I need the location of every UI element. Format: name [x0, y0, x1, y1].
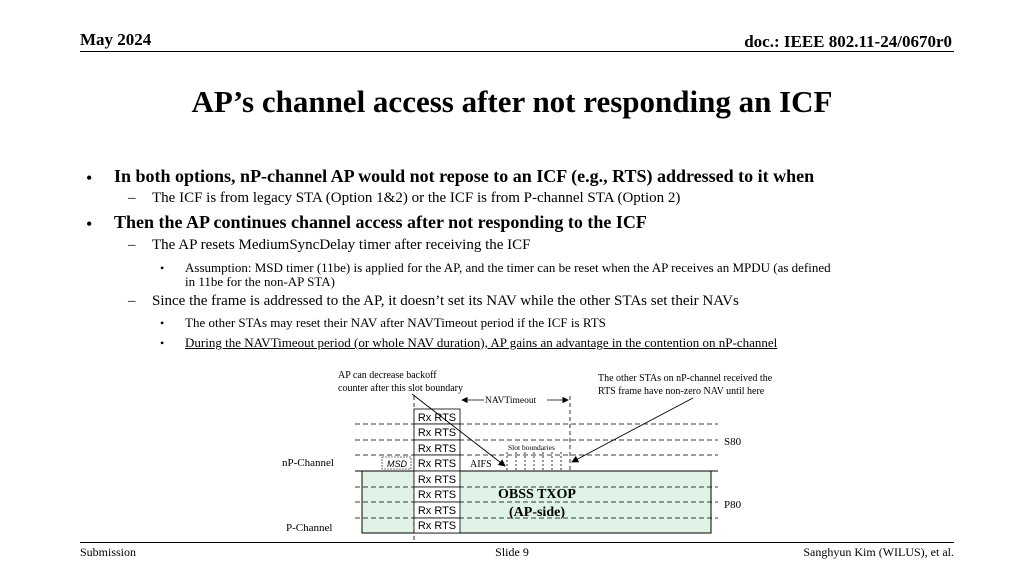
- dash-marker: –: [128, 293, 136, 309]
- slide-title: AP’s channel access after not responding an ICF: [191, 84, 833, 119]
- note-right-line2: RTS frame have non-zero NAV until here: [598, 386, 765, 397]
- bullet-1: In both options, nP-channel AP would not repose to an ICF (e.g., RTS) addressed to it when: [114, 166, 815, 186]
- dot-marker: •: [160, 336, 165, 350]
- np-channel-label: nP-Channel: [282, 457, 334, 469]
- p-channel-label: P-Channel: [286, 522, 333, 534]
- obss-txop-label: OBSS TXOP: [498, 487, 576, 502]
- rx-rts-label: Rx RTS: [417, 412, 457, 424]
- note-right-line1: The other STAs on nP-channel received the: [598, 373, 773, 384]
- note-left-line2: counter after this slot boundary: [338, 383, 463, 394]
- rx-rts-label: Rx RTS: [417, 427, 457, 439]
- nav-arrow: [572, 398, 693, 462]
- bullet-2-1-1-line2: in 11be for the non-AP STA): [185, 274, 336, 289]
- bullet-2-2-2: During the NAVTimeout period (or whole NAV duration), AP gains an advantage in the contention on nP-channel: [185, 335, 778, 350]
- bullet-2-2: Since the frame is addressed to the AP, it doesn’t set its NAV while the other STAs set their NAVs: [152, 293, 739, 309]
- footer-rule: [80, 542, 954, 543]
- rx-rts-label: Rx RTS: [417, 443, 457, 455]
- bullet-marker: •: [86, 168, 93, 188]
- footer-slide-number: Slide 9: [495, 545, 529, 559]
- p80-label: P80: [724, 499, 742, 511]
- note-left-line1: AP can decrease backoff: [338, 370, 437, 381]
- footer-submission: Submission: [80, 545, 137, 559]
- bullet-2-1-1-line1: Assumption: MSD timer (11be) is applied for the AP, and the timer can be reset when the AP receives an MPDU (as defined: [185, 260, 831, 275]
- msd-label: MSD: [387, 459, 407, 469]
- bullet-2-1: The AP resets MediumSyncDelay timer after receiving the ICF: [152, 237, 531, 253]
- navtimeout-label: NAVTimeout: [485, 396, 537, 406]
- bullet-1-1: The ICF is from legacy STA (Option 1&2) or the ICF is from P-channel STA (Option 2): [152, 190, 681, 206]
- footer-author: Sanghyun Kim (WILUS), et al.: [803, 545, 954, 559]
- aifs-label: AIFS: [470, 459, 492, 470]
- rx-rts-label: Rx RTS: [417, 520, 457, 532]
- rx-rts-label: Rx RTS: [417, 458, 457, 470]
- slot-boundaries-label: Slot boundaries: [508, 443, 555, 452]
- s80-label: S80: [724, 436, 742, 448]
- header-date: May 2024: [80, 30, 152, 49]
- dash-marker: –: [128, 190, 136, 206]
- bullet-marker: •: [86, 214, 93, 234]
- header-doc-id: doc.: IEEE 802.11-24/0670r0: [744, 32, 952, 51]
- rx-rts-label: Rx RTS: [417, 489, 457, 501]
- rx-rts-column: [414, 409, 460, 533]
- obss-ap-side-label: (AP-side): [509, 505, 565, 520]
- bullet-2: Then the AP continues channel access after not responding to the ICF: [114, 212, 647, 232]
- bullet-2-2-1: The other STAs may reset their NAV after NAVTimeout period if the ICF is RTS: [185, 315, 606, 330]
- dash-marker: –: [128, 237, 136, 253]
- dot-marker: •: [160, 316, 165, 330]
- dot-marker: •: [160, 261, 165, 275]
- rx-rts-label: Rx RTS: [417, 505, 457, 517]
- rx-rts-label: Rx RTS: [417, 474, 457, 486]
